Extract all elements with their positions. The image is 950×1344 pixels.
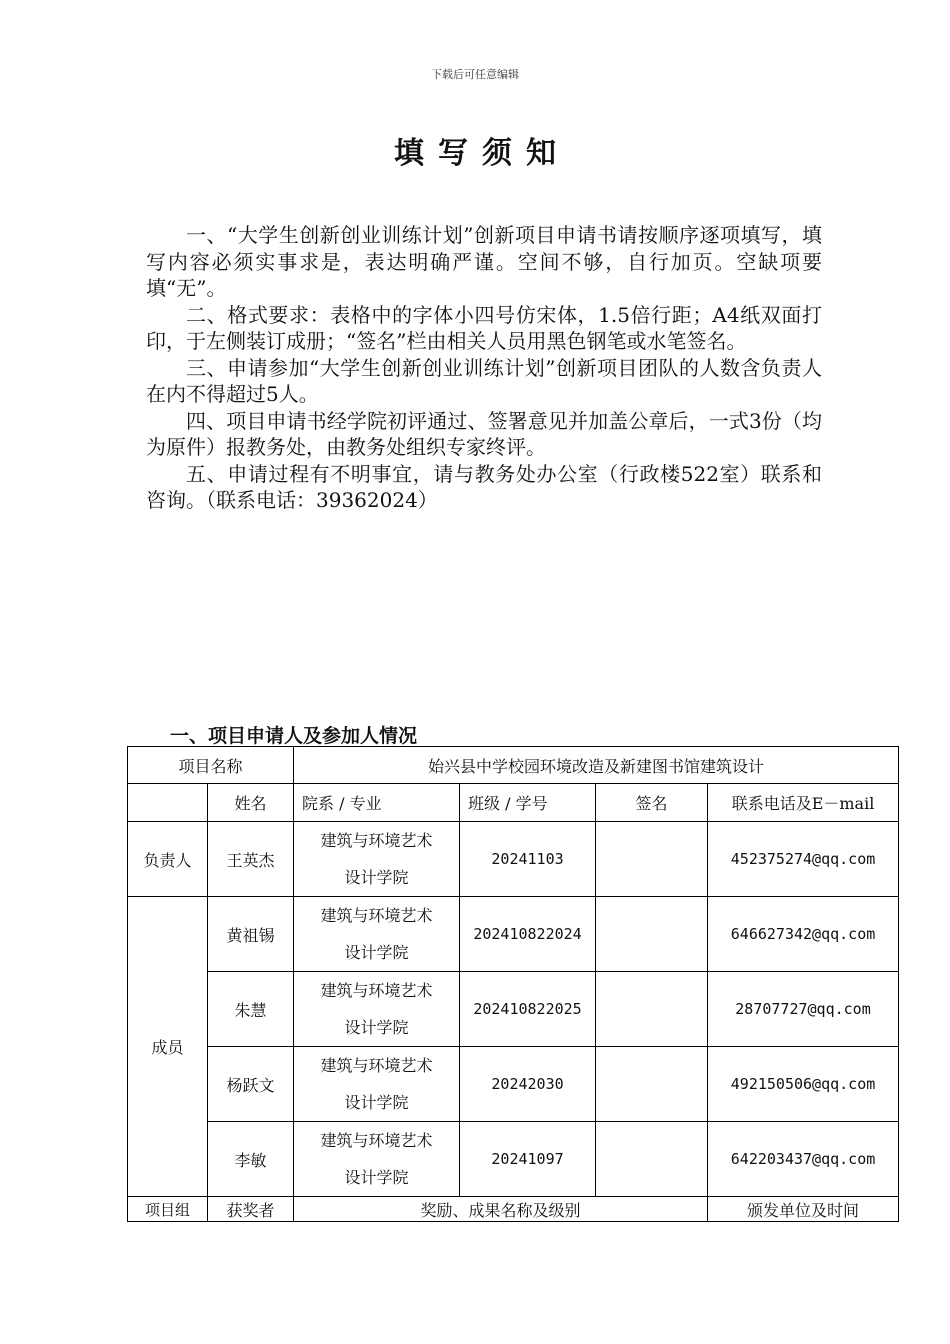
member-email: 28707727@qq.com — [708, 972, 899, 1047]
member-email: 646627342@qq.com — [708, 897, 899, 972]
header-class-id: 班级 / 学号 — [460, 784, 596, 822]
leader-label: 负责人 — [128, 822, 208, 897]
member-id: 20241097 — [460, 1122, 596, 1197]
header-blank — [128, 784, 208, 822]
awards-group-label: 项目组 — [128, 1197, 208, 1222]
header-name: 姓名 — [208, 784, 294, 822]
instruction-item: 四、项目申请书经学院初评通过、签署意见并加盖公章后，一式3份（均为原件）报教务处，由教务处组织专家终评。 — [146, 408, 822, 459]
member-name: 黄祖锡 — [208, 897, 294, 972]
member-email: 642203437@qq.com — [708, 1122, 899, 1197]
school-line: 设计学院 — [344, 943, 409, 962]
member-id: 202410822024 — [460, 897, 596, 972]
member-school — [294, 822, 460, 897]
member-name: 朱慧 — [208, 972, 294, 1047]
header-note: 下载后可任意编辑 — [431, 68, 519, 81]
table-row — [128, 1047, 899, 1122]
table-row — [128, 1122, 899, 1197]
table-row — [128, 972, 899, 1047]
school-line: 建筑与环境艺术 — [320, 1131, 433, 1150]
table-row — [128, 822, 899, 897]
school-line: 设计学院 — [344, 1018, 409, 1037]
member-email: 452375274@qq.com — [708, 822, 899, 897]
member-id: 20241103 — [460, 822, 596, 897]
instruction-item: 一、“大学生创新创业训练计划”创新项目申请书请按顺序逐项填写，填写内容必须实事求是，表达明确严谨。空间不够，自行加页。空缺项要填“无”。 — [146, 223, 822, 300]
member-id: 202410822025 — [460, 972, 596, 1047]
section-title: 一、项目申请人及参加人情况 — [170, 725, 418, 747]
awards-winner-header: 获奖者 — [208, 1197, 294, 1222]
member-name: 李敏 — [208, 1122, 294, 1197]
school-line: 建筑与环境艺术 — [320, 831, 433, 850]
member-signature — [596, 1047, 708, 1122]
school-line: 建筑与环境艺术 — [320, 1056, 433, 1075]
page-title: 填写须知 — [394, 136, 570, 171]
instruction-item: 二、格式要求：表格中的字体小四号仿宋体，1.5倍行距；A4纸双面打印，于左侧装订成册；“签名”栏由相关人员用黑色钢笔或水笔签名。 — [146, 302, 822, 353]
project-name-label: 项目名称 — [128, 747, 294, 784]
instruction-item: 三、申请参加“大学生创新创业训练计划”创新项目团队的人数含负责人在内不得超过5人。 — [146, 355, 822, 406]
member-signature — [596, 972, 708, 1047]
instruction-item: 五、申请过程有不明事宜，请与教务处办公室（行政楼522室）联系和咨询。（联系电话：39362024） — [146, 461, 822, 512]
member-signature — [596, 1122, 708, 1197]
school-line: 建筑与环境艺术 — [320, 906, 433, 925]
awards-header-row — [128, 1197, 899, 1222]
member-school — [294, 897, 460, 972]
school-line: 设计学院 — [344, 1093, 409, 1112]
school-line: 建筑与环境艺术 — [320, 981, 433, 1000]
project-name-row — [128, 747, 899, 784]
header-signature: 签名 — [596, 784, 708, 822]
instructions — [146, 222, 822, 514]
header-contact: 联系电话及E－mail — [708, 784, 899, 822]
member-name: 王英杰 — [208, 822, 294, 897]
table-row — [128, 897, 899, 972]
table-header-row — [128, 784, 899, 822]
header-dept: 院系 / 专业 — [294, 784, 460, 822]
project-name-value: 始兴县中学校园环境改造及新建图书馆建筑设计 — [294, 747, 899, 784]
member-school — [294, 972, 460, 1047]
school-line: 设计学院 — [344, 868, 409, 887]
member-signature — [596, 897, 708, 972]
awards-name-header: 奖励、成果名称及级别 — [294, 1197, 708, 1222]
member-id: 20242030 — [460, 1047, 596, 1122]
member-email: 492150506@qq.com — [708, 1047, 899, 1122]
member-name: 杨跃文 — [208, 1047, 294, 1122]
school-line: 设计学院 — [344, 1168, 409, 1187]
member-school — [294, 1047, 460, 1122]
members-label: 成员 — [128, 897, 208, 1197]
applicant-table — [127, 746, 899, 1222]
member-signature — [596, 822, 708, 897]
awards-issuer-header: 颁发单位及时间 — [708, 1197, 899, 1222]
member-school — [294, 1122, 460, 1197]
